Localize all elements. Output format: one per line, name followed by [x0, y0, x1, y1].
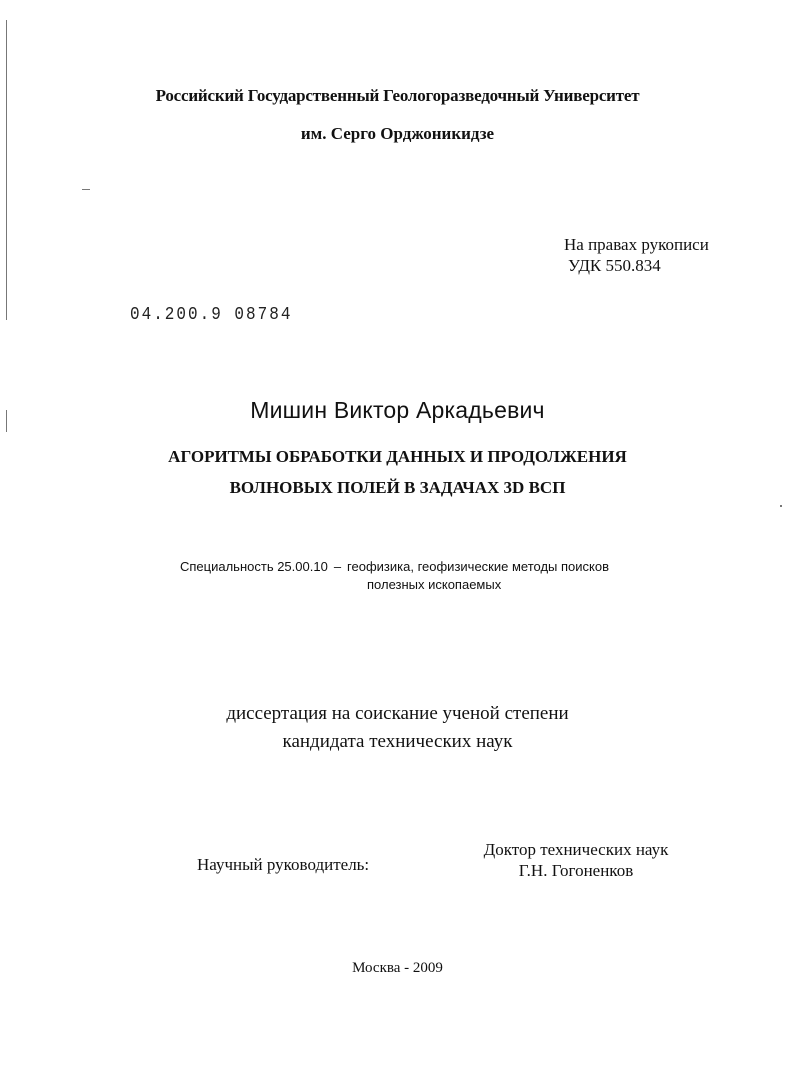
supervisor-info [474, 839, 678, 881]
scan-artifact-dot [780, 505, 782, 507]
supervisor-label: Научный руководитель: [197, 855, 370, 874]
dissertation-title-line-2: ВОЛНОВЫХ ПОЛЕЙ В ЗАДАЧАХ 3D ВСП [229, 478, 566, 497]
dissertation-title-line-1: АГОРИТМЫ ОБРАБОТКИ ДАННЫХ И ПРОДОЛЖЕНИЯ [168, 447, 627, 466]
manuscript-rights-text: На правах рукописи [564, 235, 709, 254]
scan-artifact-dash [82, 189, 90, 190]
scan-artifact-left-edge [6, 20, 7, 320]
supervisor-name: Г.Н. Гогоненков [518, 861, 634, 880]
author-name: Мишин Виктор Аркадьевич [250, 397, 545, 423]
specialty-field-line-1: геофизика, геофизические методы поисков [347, 559, 609, 574]
specialty-label: Специальность 25.00.10 [180, 559, 328, 574]
registration-stamp-number: 04.200.9 08784 [130, 304, 293, 325]
degree-line-2: кандидата технических наук [282, 731, 513, 752]
specialty-field-line-2: полезных ископаемых [367, 577, 502, 592]
degree-statement [0, 700, 795, 756]
city-year: Москва - 2009 [352, 960, 443, 976]
university-title: Российский Государственный Геологоразведочный Университет [155, 86, 640, 105]
dissertation-title [0, 441, 795, 503]
university-name: им. Серго Орджоникидзе [300, 124, 495, 143]
degree-line-1: диссертация на соискание ученой степени [226, 703, 569, 724]
udk-code: УДК 550.834 [568, 256, 661, 275]
manuscript-rights-block [564, 234, 709, 276]
specialty-block [180, 558, 609, 594]
specialty-dash: – [333, 559, 342, 574]
supervisor-degree: Доктор технических наук [483, 840, 669, 859]
